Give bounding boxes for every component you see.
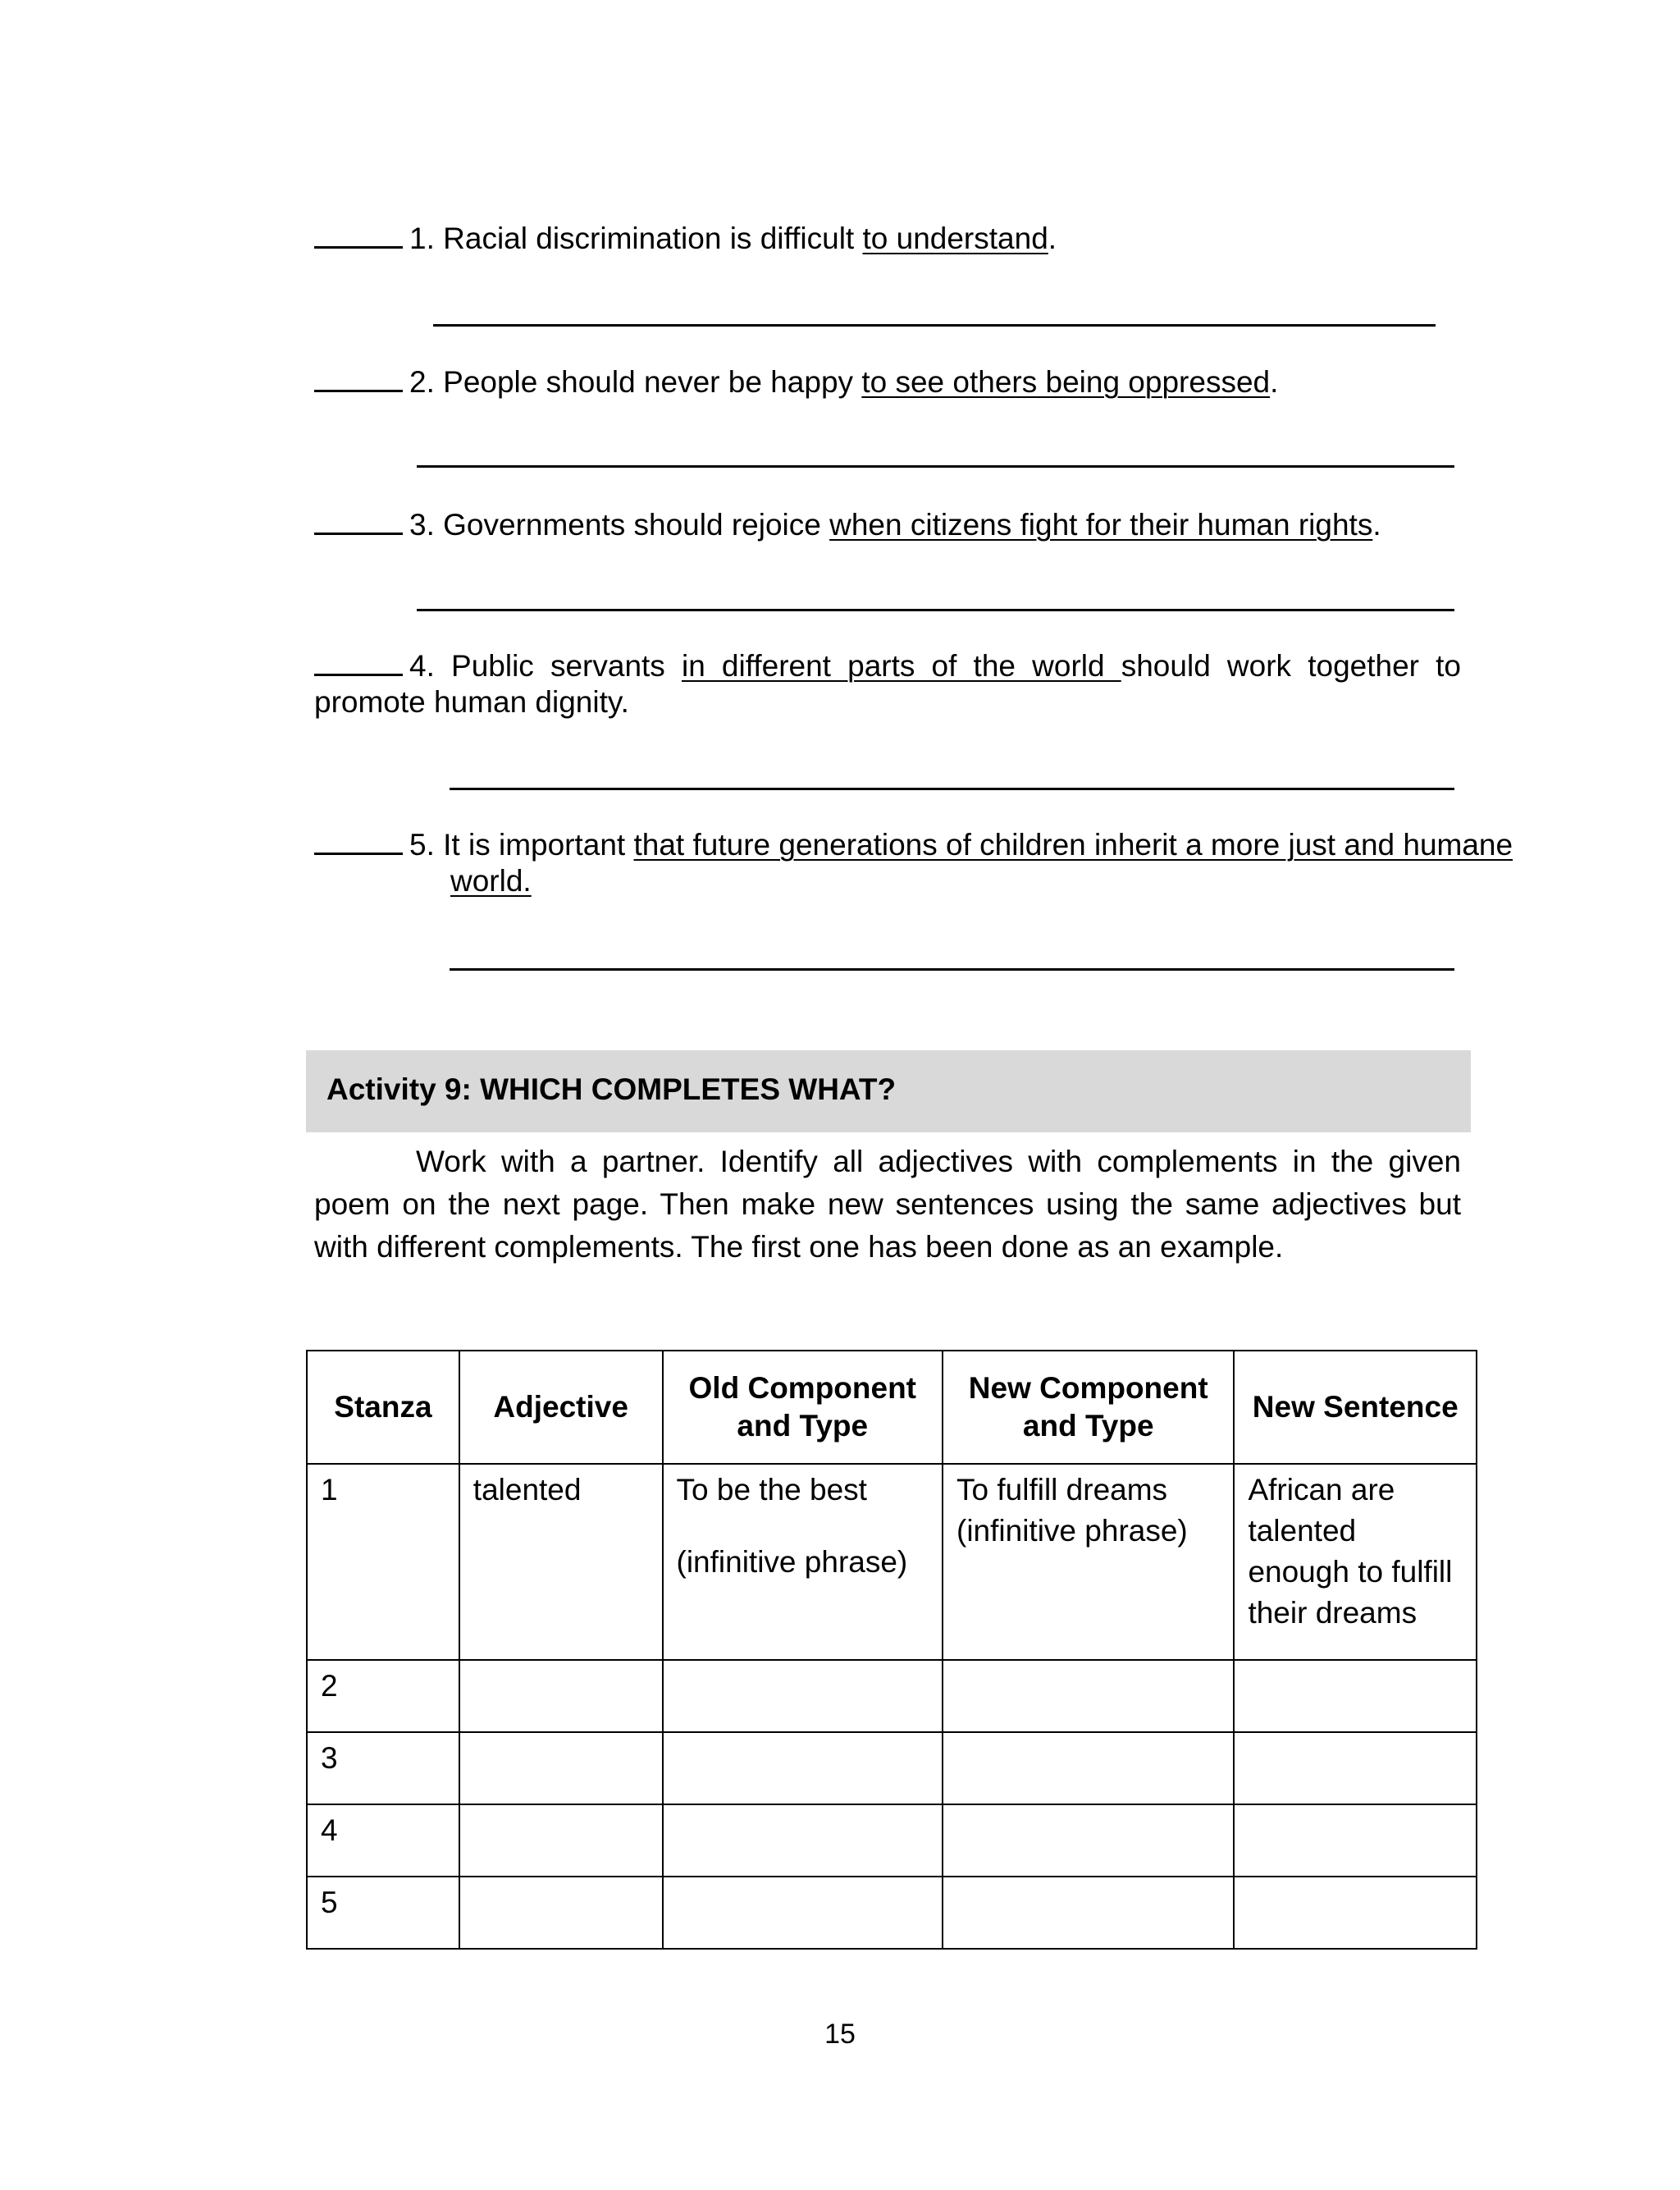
cell-new-sentence[interactable] <box>1234 1732 1477 1804</box>
activity-heading-bar <box>306 1050 1471 1132</box>
header-adjective: Adjective <box>459 1351 663 1464</box>
cell-old-component[interactable] <box>663 1660 943 1732</box>
cell-stanza: 3 <box>307 1732 459 1804</box>
table-row <box>307 1464 1477 1660</box>
answer-line[interactable] <box>433 324 1436 327</box>
cell-adjective[interactable] <box>459 1804 663 1877</box>
exercise-text: Racial discrimination is difficult <box>443 222 863 255</box>
cell-adjective[interactable] <box>459 1877 663 1949</box>
exercise-number: 2. <box>409 365 435 399</box>
exercise-number: 4. <box>409 649 435 683</box>
cell-new-sentence[interactable] <box>1234 1877 1477 1949</box>
header-stanza: Stanza <box>307 1351 459 1464</box>
exercise-text: Governments should rejoice <box>443 508 830 542</box>
underlined-phrase: to understand <box>862 222 1048 255</box>
cell-stanza: 5 <box>307 1877 459 1949</box>
new-component-type: (infinitive phrase) <box>956 1514 1188 1548</box>
header-new-sentence: New Sentence <box>1234 1351 1477 1464</box>
exercise-text: Public servants <box>451 649 682 683</box>
cell-stanza: 2 <box>307 1660 459 1732</box>
cell-stanza: 1 <box>307 1464 459 1660</box>
cell-new-sentence[interactable] <box>1234 1804 1477 1877</box>
exercise-3 <box>314 506 1381 544</box>
exercise-1 <box>314 220 1057 258</box>
activity-table <box>306 1350 1477 1950</box>
old-component-text: To be the best <box>676 1473 867 1506</box>
exercise-text-end: should work together to promote human dignity. <box>314 649 1461 719</box>
answer-line[interactable] <box>450 968 1454 971</box>
exercise-5 <box>314 827 1566 899</box>
exercise-number: 5. <box>409 828 435 862</box>
new-component-text: To fulfill dreams <box>956 1473 1168 1506</box>
exercise-number: 1. <box>409 222 435 255</box>
cell-new-component <box>943 1464 1234 1660</box>
page-number: 15 <box>824 2019 856 2050</box>
underlined-phrase: to see others being oppressed <box>861 365 1271 399</box>
table-row <box>307 1660 1477 1732</box>
activity-title: Activity 9: WHICH COMPLETES WHAT? <box>326 1072 897 1106</box>
table-header-row <box>307 1351 1477 1464</box>
answer-blank[interactable] <box>314 828 403 855</box>
answer-line[interactable] <box>417 465 1454 468</box>
exercise-text-end: . <box>1372 508 1381 542</box>
cell-old-component[interactable] <box>663 1732 943 1804</box>
header-old-component: Old Component and Type <box>663 1351 943 1464</box>
cell-new-sentence[interactable] <box>1234 1660 1477 1732</box>
cell-new-component[interactable] <box>943 1732 1234 1804</box>
underlined-phrase: in different parts of the world <box>681 649 1121 683</box>
exercise-text: People should never be happy <box>443 365 862 399</box>
underlined-phrase: that future generations of children inherit a more just and humane world. <box>450 828 1513 898</box>
underlined-phrase: when citizens fight for their human rights <box>829 508 1373 542</box>
table-row <box>307 1732 1477 1804</box>
cell-stanza: 4 <box>307 1804 459 1877</box>
cell-new-component[interactable] <box>943 1804 1234 1877</box>
exercise-4 <box>314 648 1461 720</box>
exercise-2 <box>314 363 1278 401</box>
answer-line[interactable] <box>450 788 1454 790</box>
cell-adjective[interactable] <box>459 1732 663 1804</box>
answer-line[interactable] <box>417 609 1454 611</box>
activity-instructions: Work with a partner. Identify all adjectives with complements in the given poem on the next page. Then make new sentences using the same adjectives but with different complements. The first one has been done as an example. <box>314 1145 1461 1264</box>
cell-new-component[interactable] <box>943 1660 1234 1732</box>
table-row <box>307 1804 1477 1877</box>
answer-blank[interactable] <box>314 508 403 535</box>
exercise-text-end: . <box>1270 365 1279 399</box>
exercise-text-end: . <box>1048 222 1057 255</box>
cell-new-component[interactable] <box>943 1877 1234 1949</box>
exercise-text: It is important <box>443 828 634 862</box>
cell-adjective: talented <box>459 1464 663 1660</box>
answer-blank[interactable] <box>314 649 403 676</box>
answer-blank[interactable] <box>314 222 403 249</box>
cell-old-component[interactable] <box>663 1877 943 1949</box>
cell-new-sentence: African are talented enough to fulfill their dreams <box>1234 1464 1477 1660</box>
cell-old-component <box>663 1464 943 1660</box>
old-component-type: (infinitive phrase) <box>676 1545 908 1579</box>
answer-blank[interactable] <box>314 365 403 392</box>
exercise-number: 3. <box>409 508 435 542</box>
table-row <box>307 1877 1477 1949</box>
header-new-component: New Component and Type <box>943 1351 1234 1464</box>
cell-adjective[interactable] <box>459 1660 663 1732</box>
cell-old-component[interactable] <box>663 1804 943 1877</box>
